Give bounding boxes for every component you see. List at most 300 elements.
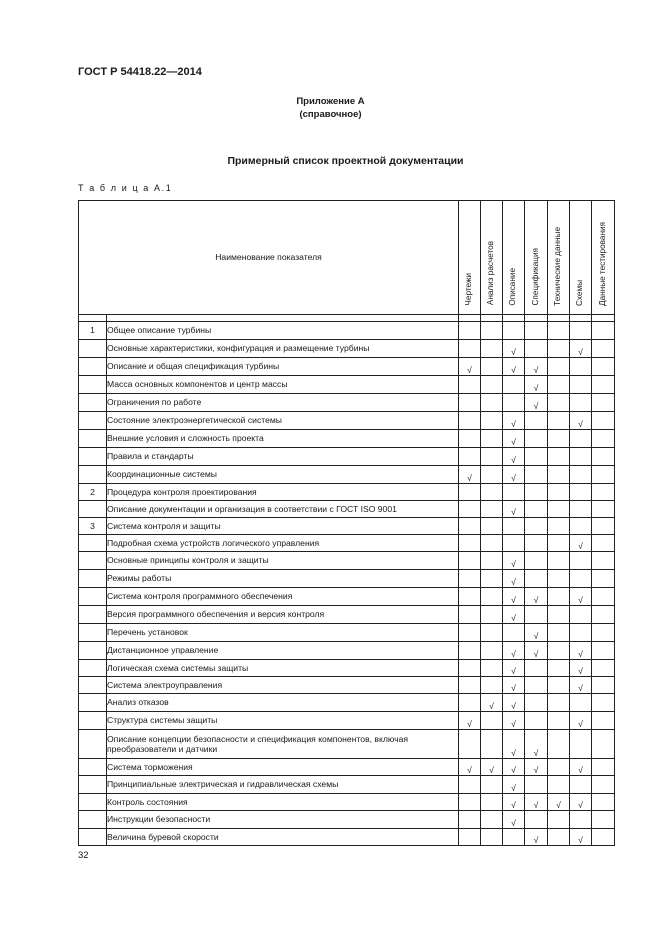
check-cell	[503, 466, 525, 484]
check-cell	[503, 677, 525, 694]
check-cell	[570, 376, 592, 394]
check-cell	[570, 552, 592, 570]
column-header	[548, 201, 570, 315]
check-cell	[525, 340, 548, 358]
check-cell	[481, 358, 503, 376]
check-cell	[548, 642, 570, 660]
check-cell	[459, 501, 481, 518]
check-mark-icon: √	[511, 506, 516, 517]
check-cell	[525, 376, 548, 394]
check-cell	[548, 694, 570, 712]
row-number	[79, 730, 107, 759]
check-cell	[570, 811, 592, 829]
row-name: Внешние условия и сложность проекта	[107, 430, 459, 448]
page-number: 32	[78, 850, 89, 861]
row-number	[79, 660, 107, 677]
row-number	[79, 712, 107, 730]
check-mark-icon: √	[511, 576, 516, 587]
table-body	[79, 322, 615, 846]
check-cell	[592, 376, 615, 394]
check-cell	[525, 811, 548, 829]
check-cell	[548, 466, 570, 484]
check-cell	[503, 412, 525, 430]
check-cell	[548, 829, 570, 846]
check-cell	[459, 552, 481, 570]
table-row	[79, 794, 615, 811]
check-cell	[459, 484, 481, 501]
row-name: Процедура контроля проектирования	[107, 484, 459, 501]
check-cell	[481, 501, 503, 518]
check-cell	[570, 394, 592, 412]
check-cell	[481, 448, 503, 466]
check-cell	[570, 322, 592, 340]
check-cell	[570, 829, 592, 846]
check-cell	[525, 466, 548, 484]
check-cell	[459, 660, 481, 677]
check-mark-icon: √	[467, 472, 472, 483]
check-cell	[481, 811, 503, 829]
table-row	[79, 484, 615, 501]
check-cell	[459, 358, 481, 376]
table-label: Т а б л и ц а А.1	[78, 183, 173, 193]
check-cell	[481, 588, 503, 606]
check-cell	[592, 412, 615, 430]
check-mark-icon: √	[578, 594, 583, 605]
row-name: Система электроуправления	[107, 677, 459, 694]
check-cell	[481, 759, 503, 776]
check-cell	[525, 501, 548, 518]
check-mark-icon: √	[511, 682, 516, 693]
column-header	[481, 201, 503, 315]
check-cell	[592, 660, 615, 677]
document-title: Примерный список проектной документации	[227, 155, 464, 167]
check-cell	[459, 759, 481, 776]
row-name: Дистанционное управление	[107, 642, 459, 660]
check-cell	[525, 642, 548, 660]
check-cell	[548, 660, 570, 677]
row-name: Режимы работы	[107, 570, 459, 588]
check-cell	[548, 606, 570, 624]
check-cell	[592, 448, 615, 466]
check-mark-icon: √	[578, 799, 583, 810]
check-mark-icon: √	[467, 718, 472, 729]
check-cell	[503, 322, 525, 340]
row-name: Перечень установок	[107, 624, 459, 642]
check-cell	[592, 606, 615, 624]
row-name: Ограничения по работе	[107, 394, 459, 412]
check-cell	[548, 811, 570, 829]
check-mark-icon: √	[578, 718, 583, 729]
check-cell	[592, 501, 615, 518]
check-cell	[548, 776, 570, 794]
check-cell	[592, 694, 615, 712]
check-cell	[592, 776, 615, 794]
check-mark-icon: √	[489, 700, 494, 711]
check-cell	[525, 394, 548, 412]
check-mark-icon: √	[511, 364, 516, 375]
check-mark-icon: √	[578, 834, 583, 845]
check-cell	[525, 535, 548, 552]
row-name: Принципиальные электрическая и гидравлическая схемы	[107, 776, 459, 794]
row-number: 2	[79, 484, 107, 501]
check-cell	[525, 794, 548, 811]
check-cell	[481, 430, 503, 448]
check-cell	[592, 358, 615, 376]
table-row	[79, 552, 615, 570]
check-mark-icon: √	[511, 472, 516, 483]
check-cell	[548, 588, 570, 606]
column-header	[459, 201, 481, 315]
check-cell	[570, 340, 592, 358]
check-cell	[481, 322, 503, 340]
table-row	[79, 588, 615, 606]
row-number	[79, 430, 107, 448]
row-name: Масса основных компонентов и центр массы	[107, 376, 459, 394]
check-cell	[548, 535, 570, 552]
check-cell	[570, 484, 592, 501]
row-number	[79, 358, 107, 376]
check-cell	[459, 570, 481, 588]
row-name: Система контроля и защиты	[107, 518, 459, 535]
row-name: Описание и общая спецификация турбины	[107, 358, 459, 376]
check-cell	[570, 677, 592, 694]
row-number	[79, 552, 107, 570]
row-name: Структура системы защиты	[107, 712, 459, 730]
check-cell	[503, 394, 525, 412]
check-cell	[459, 412, 481, 430]
check-mark-icon: √	[578, 682, 583, 693]
check-mark-icon: √	[511, 665, 516, 676]
check-cell	[592, 730, 615, 759]
check-cell	[459, 694, 481, 712]
row-number	[79, 776, 107, 794]
row-number	[79, 588, 107, 606]
header-gap-row	[79, 315, 615, 322]
check-mark-icon: √	[578, 346, 583, 357]
check-cell	[570, 570, 592, 588]
check-cell	[525, 759, 548, 776]
check-mark-icon: √	[578, 764, 583, 775]
check-cell	[481, 677, 503, 694]
row-name: Основные характеристики, конфигурация и размещение турбины	[107, 340, 459, 358]
check-cell	[503, 829, 525, 846]
check-cell	[592, 811, 615, 829]
check-cell	[481, 412, 503, 430]
check-mark-icon: √	[511, 346, 516, 357]
check-cell	[592, 588, 615, 606]
check-mark-icon: √	[533, 364, 539, 375]
check-cell	[592, 394, 615, 412]
row-number	[79, 694, 107, 712]
table-row	[79, 535, 615, 552]
table-row	[79, 730, 615, 759]
row-number	[79, 677, 107, 694]
column-header	[525, 201, 548, 315]
row-name: Правила и стандарты	[107, 448, 459, 466]
check-cell	[548, 322, 570, 340]
check-cell	[592, 430, 615, 448]
check-cell	[481, 829, 503, 846]
table-row	[79, 340, 615, 358]
check-cell	[503, 776, 525, 794]
check-cell	[525, 412, 548, 430]
check-mark-icon: √	[511, 418, 516, 429]
check-cell	[548, 518, 570, 535]
column-header-label: Анализ расчетов	[486, 241, 496, 306]
check-cell	[481, 518, 503, 535]
row-number	[79, 340, 107, 358]
check-cell	[592, 570, 615, 588]
check-cell	[503, 642, 525, 660]
check-cell	[503, 712, 525, 730]
documentation-table	[78, 200, 615, 846]
check-cell	[570, 694, 592, 712]
check-cell	[481, 712, 503, 730]
check-cell	[592, 322, 615, 340]
check-cell	[459, 394, 481, 412]
column-header-label: Схемы	[575, 279, 585, 306]
table-row	[79, 358, 615, 376]
check-cell	[503, 430, 525, 448]
row-number: 3	[79, 518, 107, 535]
check-mark-icon: √	[578, 648, 583, 659]
row-name: Описание концепции безопасности и спецификация компонентов, включая преобразователи и датчики	[107, 730, 459, 759]
check-cell	[503, 570, 525, 588]
check-cell	[548, 570, 570, 588]
check-mark-icon: √	[511, 764, 516, 775]
appendix-heading	[0, 95, 661, 121]
table-row	[79, 430, 615, 448]
table-row	[79, 518, 615, 535]
row-name: Величина буревой скорости	[107, 829, 459, 846]
check-mark-icon: √	[578, 665, 583, 676]
row-name: Анализ отказов	[107, 694, 459, 712]
check-cell	[459, 322, 481, 340]
check-cell	[481, 376, 503, 394]
check-cell	[548, 448, 570, 466]
check-cell	[525, 677, 548, 694]
check-cell	[503, 358, 525, 376]
check-cell	[481, 794, 503, 811]
row-number	[79, 535, 107, 552]
row-number	[79, 501, 107, 518]
row-number	[79, 642, 107, 660]
check-cell	[503, 535, 525, 552]
check-mark-icon: √	[533, 799, 539, 810]
table-row	[79, 501, 615, 518]
check-cell	[570, 466, 592, 484]
table-row	[79, 466, 615, 484]
table-row	[79, 570, 615, 588]
check-cell	[459, 829, 481, 846]
check-mark-icon: √	[578, 418, 583, 429]
column-header	[592, 201, 615, 315]
check-cell	[525, 358, 548, 376]
check-cell	[592, 829, 615, 846]
column-header	[503, 201, 525, 315]
check-cell	[548, 430, 570, 448]
check-cell	[525, 430, 548, 448]
check-cell	[548, 712, 570, 730]
appendix-title: Приложение А	[296, 96, 365, 107]
check-cell	[570, 358, 592, 376]
check-cell	[548, 394, 570, 412]
check-mark-icon: √	[578, 540, 583, 551]
check-cell	[459, 794, 481, 811]
row-number	[79, 829, 107, 846]
check-mark-icon: √	[511, 799, 516, 810]
table-row	[79, 376, 615, 394]
row-name: Подробная схема устройств логического управления	[107, 535, 459, 552]
check-cell	[503, 730, 525, 759]
check-mark-icon: √	[511, 454, 516, 465]
check-cell	[548, 730, 570, 759]
check-mark-icon: √	[489, 764, 494, 775]
table-row	[79, 694, 615, 712]
check-mark-icon: √	[511, 700, 516, 711]
check-cell	[525, 776, 548, 794]
check-cell	[503, 694, 525, 712]
check-cell	[570, 642, 592, 660]
check-cell	[503, 340, 525, 358]
check-mark-icon: √	[533, 747, 539, 758]
check-cell	[481, 776, 503, 794]
check-cell	[459, 811, 481, 829]
check-cell	[459, 712, 481, 730]
check-cell	[548, 484, 570, 501]
check-mark-icon: √	[511, 718, 516, 729]
check-cell	[548, 340, 570, 358]
check-cell	[481, 394, 503, 412]
row-name: Общее описание турбины	[107, 322, 459, 340]
table-header	[79, 201, 615, 315]
check-cell	[481, 466, 503, 484]
check-cell	[570, 501, 592, 518]
check-cell	[570, 730, 592, 759]
check-cell	[525, 518, 548, 535]
check-cell	[592, 552, 615, 570]
check-cell	[481, 642, 503, 660]
row-number: 1	[79, 322, 107, 340]
check-cell	[503, 518, 525, 535]
table-row	[79, 624, 615, 642]
check-mark-icon: √	[511, 612, 516, 623]
check-cell	[459, 624, 481, 642]
row-name: Координационные системы	[107, 466, 459, 484]
check-cell	[548, 501, 570, 518]
column-header-label: Данные тестирования	[597, 221, 607, 306]
check-cell	[481, 694, 503, 712]
check-cell	[503, 588, 525, 606]
table-row	[79, 712, 615, 730]
check-cell	[570, 430, 592, 448]
check-cell	[570, 606, 592, 624]
check-cell	[459, 642, 481, 660]
check-cell	[503, 501, 525, 518]
row-name: Контроль состояния	[107, 794, 459, 811]
row-number	[79, 606, 107, 624]
check-cell	[481, 340, 503, 358]
check-mark-icon: √	[533, 382, 539, 393]
check-cell	[503, 606, 525, 624]
check-mark-icon: √	[511, 436, 516, 447]
row-name: Описание документации и организация в соответствии с ГОСТ ISO 9001	[107, 501, 459, 518]
appendix-note: (справочное)	[299, 109, 362, 120]
check-mark-icon: √	[533, 400, 539, 411]
check-cell	[459, 376, 481, 394]
check-cell	[525, 606, 548, 624]
check-cell	[459, 430, 481, 448]
check-cell	[548, 376, 570, 394]
check-mark-icon: √	[467, 364, 472, 375]
check-cell	[503, 376, 525, 394]
row-number	[79, 394, 107, 412]
check-cell	[592, 484, 615, 501]
check-cell	[570, 660, 592, 677]
table-row	[79, 606, 615, 624]
table-row	[79, 829, 615, 846]
check-mark-icon: √	[533, 648, 539, 659]
check-cell	[525, 588, 548, 606]
check-cell	[592, 642, 615, 660]
check-cell	[525, 730, 548, 759]
check-cell	[481, 606, 503, 624]
check-cell	[525, 712, 548, 730]
check-cell	[481, 570, 503, 588]
check-cell	[525, 448, 548, 466]
check-cell	[481, 552, 503, 570]
table-row	[79, 642, 615, 660]
check-cell	[481, 535, 503, 552]
check-mark-icon: √	[511, 817, 516, 828]
check-cell	[503, 759, 525, 776]
row-number	[79, 412, 107, 430]
check-cell	[548, 624, 570, 642]
check-cell	[459, 677, 481, 694]
check-cell	[481, 660, 503, 677]
check-cell	[525, 322, 548, 340]
check-mark-icon: √	[467, 764, 472, 775]
check-mark-icon: √	[533, 594, 539, 605]
row-number	[79, 376, 107, 394]
check-cell	[525, 660, 548, 677]
row-name: Логическая схема системы защиты	[107, 660, 459, 677]
check-cell	[592, 466, 615, 484]
check-cell	[592, 794, 615, 811]
document-code: ГОСТ Р 54418.22—2014	[78, 66, 202, 78]
column-header-label: Спецификация	[530, 248, 540, 306]
check-cell	[503, 811, 525, 829]
check-cell	[459, 730, 481, 759]
header-name: Наименование показателя	[79, 201, 459, 315]
check-cell	[570, 535, 592, 552]
check-cell	[570, 412, 592, 430]
table-row	[79, 776, 615, 794]
table-row	[79, 677, 615, 694]
column-header-label: Чертежи	[464, 272, 474, 306]
check-cell	[525, 694, 548, 712]
check-cell	[503, 552, 525, 570]
row-name: Система контроля программного обеспечения	[107, 588, 459, 606]
check-cell	[592, 759, 615, 776]
check-cell	[570, 624, 592, 642]
check-cell	[592, 624, 615, 642]
check-mark-icon: √	[556, 799, 561, 810]
check-cell	[592, 677, 615, 694]
check-cell	[459, 466, 481, 484]
check-mark-icon: √	[533, 764, 539, 775]
check-cell	[525, 552, 548, 570]
